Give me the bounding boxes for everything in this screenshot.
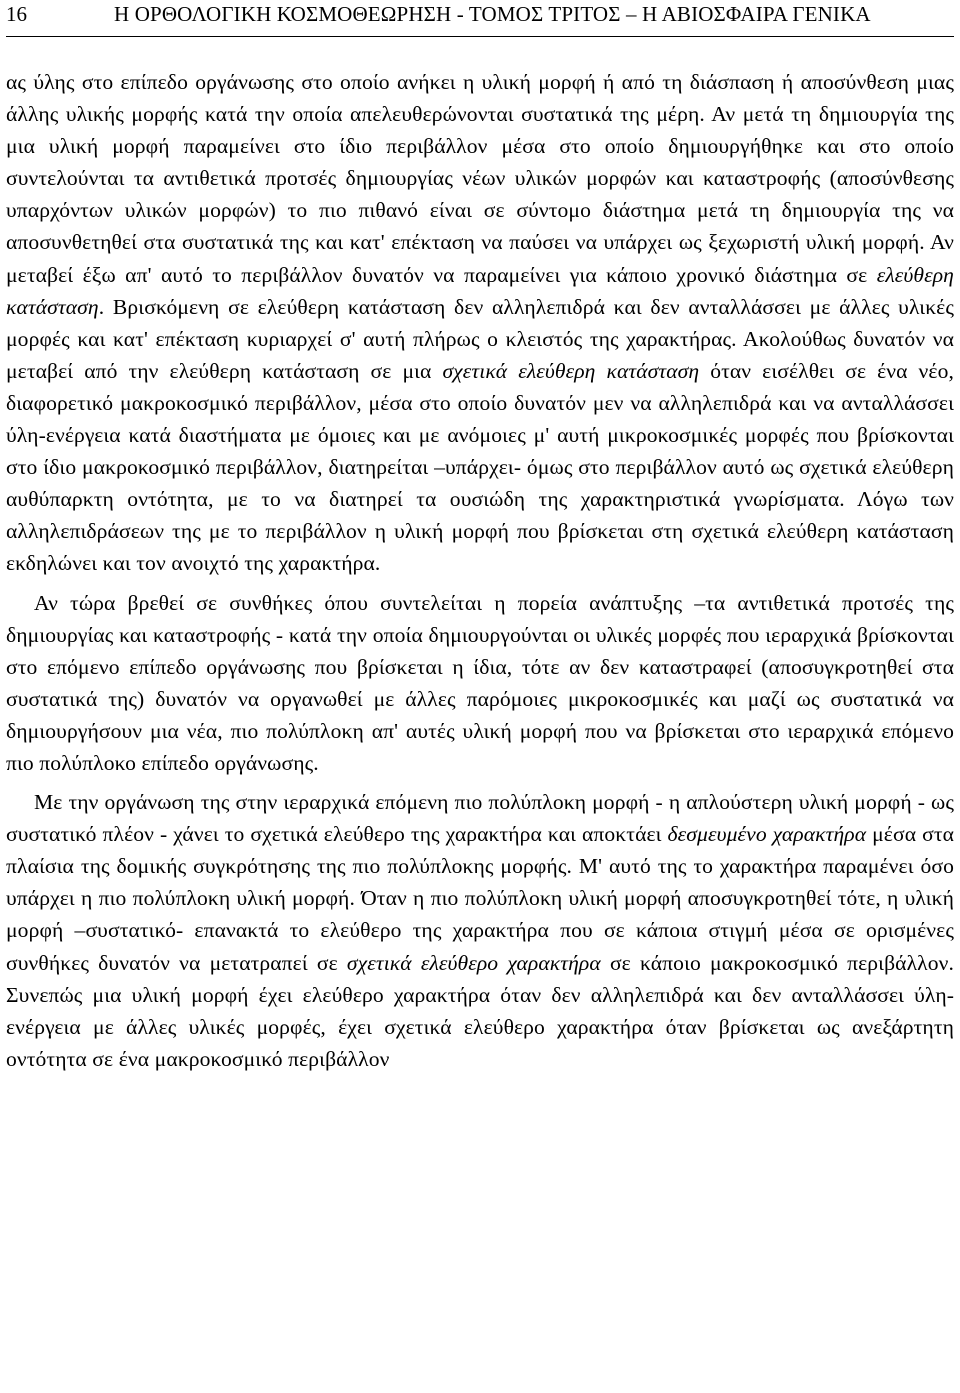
paragraph-1-emphasis-a: ελεύθερη κατάσταση <box>6 262 954 319</box>
page-header <box>6 0 954 28</box>
paragraph-1-text-a: ας ύλης στο επίπεδο οργάνωσης στο οποίο ανήκει η υλική μορφή ή από τη διάσπαση ή αποσύνθεση μιας άλλης υλικής μορφής κατά την οποία απελευθερώνονται συστατικά της μέρη. Αν μετά τη δημιουργία της μια υλική μορφή παραμείνει στο ίδιο περιβάλλον μέσα στο οποίο δημιουργήθηκε και στο οποίο συντελούνται τα αντιθετικά προτσές δημιουργίας νέων υλικών μορφών και καταστροφής (αποσύνθεσης υπαρχόντων υλικών μορφών) το πιο πιθανό είναι σε σύντομο διάστημα μετά τη δημιουργία της να αποσυνθετηθεί στα συστατικά της και κατ' επέκταση να παύσει να υπάρχει ως ξεχωριστή υλική μορφή. Αν μεταβεί έξω απ' αυτό το περιβάλλον δυνατόν να παραμείνει για κάποιο χρονικό διάστημα σε <box>6 70 954 287</box>
paragraph-2 <box>6 587 954 780</box>
paragraph-3 <box>6 786 954 1075</box>
paragraph-1 <box>6 66 954 580</box>
paragraph-3-text-b: μέσα στα πλαίσια της δομικής συγκρότησης της πιο πολύπλοκης μορφής. Μ' αυτό της το χαρακτήρα παραμένει όσο υπάρχει η πιο πολύπλοκη υλική μορφή. Όταν η πιο πολύπλοκη υλική μορφή αποσυγκροτηθεί τότε, η υλική μορφή –συστατικό- επανακτά το ελεύθερο της χαρακτήρα που σε κάποια στιγμή μέσα σε ορισμένες συνθήκες δυνατόν να μετατραπεί σε <box>6 822 955 975</box>
paragraph-1-text-c: όταν εισέλθει σε ένα νέο, διαφορετικό μακροκοσμικό περιβάλλον, μέσα στο οποίο δυνατόν μεν να αλληλεπιδρά και να ανταλλάσσει ύλη-ενέργεια κατά διαστήματα με όμοιες και με ανόμοιες μ' αυτή μικροκοσμικές μορφές που βρίσκονται στο ίδιο μακροκοσμικό περιβάλλον, διατηρείται –υπάρχει- όμως στο περιβάλλον αυτό ως σχετικά ελεύθερη αυθύπαρκτη οντότητα, με το να διατηρεί τα ουσιώδη της χαρακτηριστικά γνωρίσματα. Λόγω των αλληλεπιδράσεων της με το περιβάλλον η υλική μορφή που βρίσκεται στη σχετικά ελεύθερη κατάσταση εκδηλώνει και τον ανοιχτό της χαρακτήρα. <box>6 358 954 576</box>
paragraph-3-text-a: Με την οργάνωση της στην ιεραρχικά επόμενη πιο πολύπλοκη μορφή - η απλούστερη υλική μορφή - ως συστατικό πλέον - χάνει το σχετικά ελεύθερο της χαρακτήρα και αποκτάει <box>6 790 954 847</box>
paragraph-1-text-b: . Βρισκόμενη σε ελεύθερη κατάσταση δεν αλληλεπιδρά και δεν ανταλλάσσει με άλλες υλικές μορφές και κατ' επέκταση κυριαρχεί σ' αυτή πλήρως ο κλειστός της χαρακτήρας. Ακολούθως δυνατόν να μεταβεί από την ελεύθερη κατάσταση σε μια <box>6 294 954 383</box>
paragraph-3-emphasis-b: σχετικά ελεύθερο χαρακτήρα <box>346 950 601 975</box>
page-number: 16 <box>6 2 27 26</box>
running-title: Η ΟΡΘΟΛΟΓΙΚΗ ΚΟΣΜΟΘΕΩΡΗΣΗ - ΤΟΜΟΣ ΤΡΙΤΟΣ – Η ΑΒΙΟΣΦΑΙΡΑ ΓΕΝΙΚΑ <box>114 2 871 26</box>
paragraph-3-text-c: σε κάποιο μακροκοσμικό περιβάλλον. Συνεπώς μια υλική μορφή έχει ελεύθερο χαρακτήρα όταν δεν αλληλεπιδρά και δεν ανταλλάσσει ύλη-ενέργεια με άλλες υλικές μορφές, έχει σχετικά ελεύθερο χαρακτήρα όταν βρίσκεται ως ανεξάρτητη οντότητα σε ένα μακροκοσμικό περιβάλλον <box>6 950 954 1071</box>
paragraph-3-emphasis-a: δεσμευμένο χαρακτήρα <box>667 822 867 847</box>
paragraph-2-text: Αν τώρα βρεθεί σε συνθήκες όπου συντελείται η πορεία ανάπτυξης –τα αντιθετικά προτσές της δημιουργίας και καταστροφής - κατά την οποία δημιουργούνται οι υλικές μορφές που ιεραρχικά βρίσκονται στο επόμενο επίπεδο οργάνωσης που βρίσκεται η ίδια, τότε αν δεν καταστραφεί (αποσυγκροτηθεί στα συστατικά της) δυνατόν να οργανωθεί με άλλες παρόμοιες μικροκοσμικές και μαζί ως συστατικά να δημιουργήσουν μια νέα, πιο πολύπλοκη απ' αυτές υλική μορφή που να βρίσκεται στο ιεραρχικά επόμενο πιο πολύπλοκο επίπεδο οργάνωσης. <box>6 590 954 775</box>
body-text <box>6 66 954 1075</box>
header-rule <box>6 36 954 37</box>
paragraph-1-emphasis-b: σχετικά ελεύθερη κατάσταση <box>442 358 700 383</box>
